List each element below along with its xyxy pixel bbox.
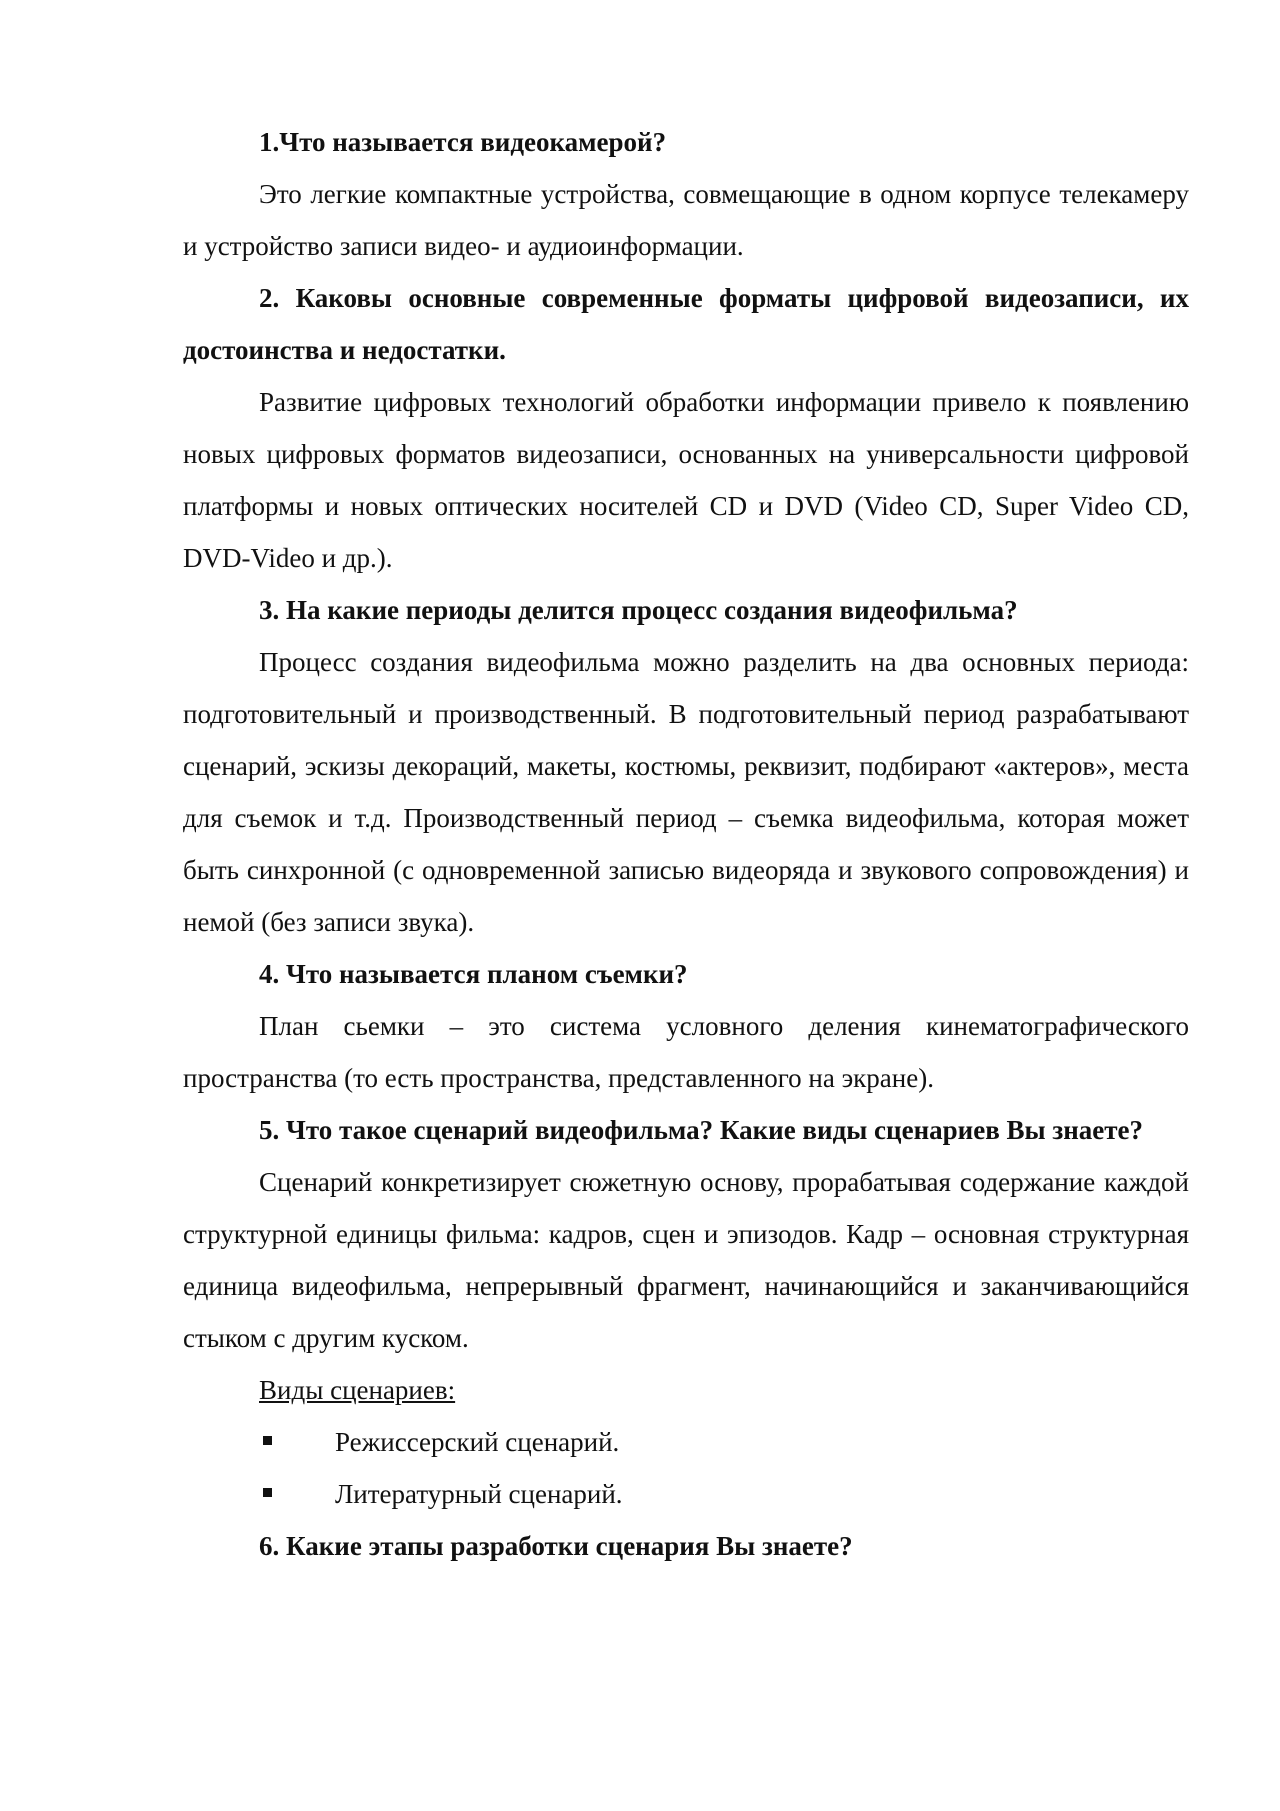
answer-4: План сьемки – это система условного деления кинематографического пространства (то есть пространства, представленного на экране). <box>183 1011 1189 1093</box>
square-bullet-icon <box>263 1436 272 1445</box>
answer-1: Это легкие компактные устройства, совмещающие в одном корпусе телекамеру и устройство записи видео- и аудиоинформации. <box>183 179 1189 261</box>
script-types-heading: Виды сценариев: <box>259 1375 456 1405</box>
question-6: 6. Какие этапы разработки сценария Вы знаете? <box>259 1531 853 1561</box>
question-5: 5. Что такое сценарий видеофильма? Какие виды сценариев Вы знаете? <box>259 1115 1143 1145</box>
list-item <box>183 1468 1189 1520</box>
question-4: 4. Что называется планом съемки? <box>259 959 688 989</box>
script-types-heading-line <box>183 1364 1189 1416</box>
answer-5: Сценарий конкретизирует сюжетную основу, прорабатывая содержание каждой структурной единицы фильма: кадров, сцен и эпизодов. Кадр – основная структурная единица видеофильма, непрерывный фрагмент, начинающийся и заканчивающийся стыком с другим куском. <box>183 1167 1189 1353</box>
script-types-list <box>183 1416 1189 1520</box>
list-item-label: Литературный сценарий. <box>335 1479 623 1509</box>
square-bullet-icon <box>263 1488 272 1497</box>
question-3: 3. На какие периоды делится процесс создания видеофильма? <box>259 595 1018 625</box>
answer-3: Процесс создания видеофильма можно разделить на два основных периода: подготовительный и производственный. В подготовительный период разрабатывают сценарий, эскизы декораций, макеты, костюмы, реквизит, подбирают «актеров», места для съемок и т.д. Производственный период – съемка видеофильма, которая может быть синхронной (с одновременной записью видеоряда и звукового сопровождения) и немой (без записи звука). <box>183 647 1189 937</box>
question-1: 1.Что называется видеокамерой? <box>259 127 667 157</box>
list-item <box>183 1416 1189 1468</box>
document-page <box>183 116 1189 1572</box>
list-item-label: Режиссерский сценарий. <box>335 1427 620 1457</box>
answer-2: Развитие цифровых технологий обработки информации привело к появлению новых цифровых форматов видеозаписи, основанных на универсальности цифровой платформы и новых оптических носителей CD и DVD (Video CD, Super Video CD, DVD-Video и др.). <box>183 387 1189 573</box>
question-2: 2. Каковы основные современные форматы цифровой видеозаписи, их достоинства и недостатки. <box>183 283 1189 365</box>
